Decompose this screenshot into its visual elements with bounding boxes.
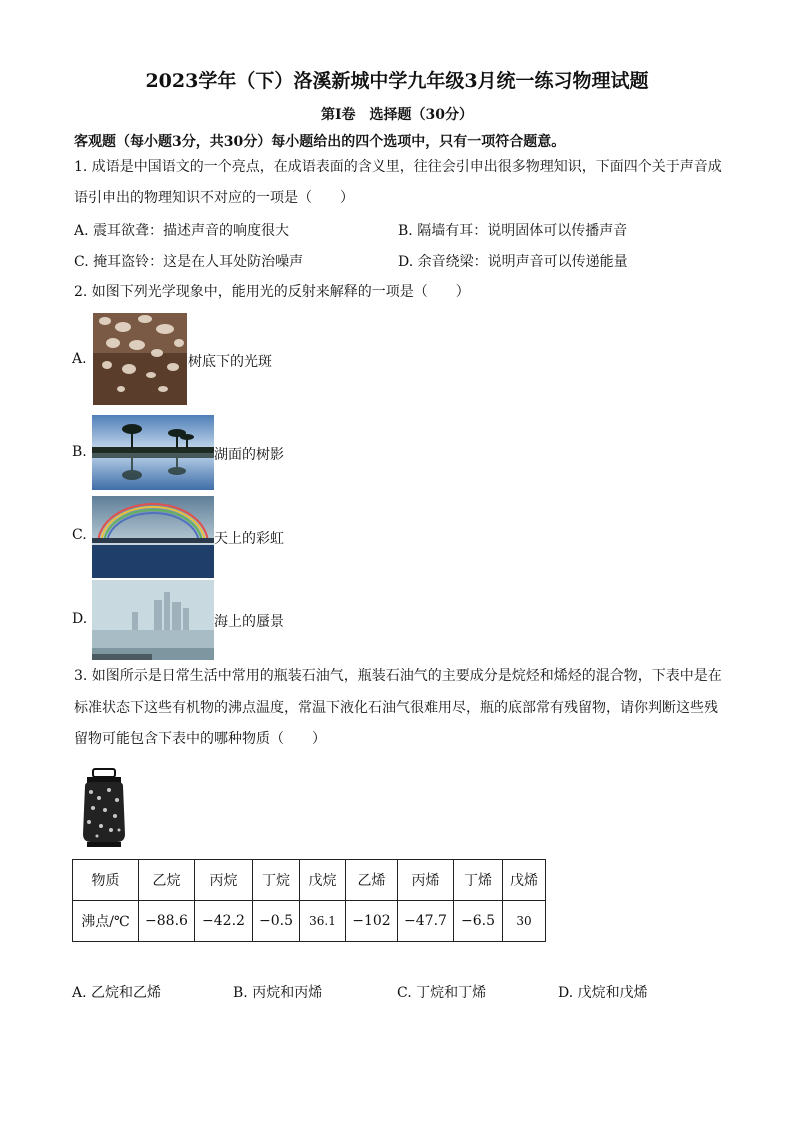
mirage-image bbox=[92, 580, 214, 660]
q1-stem-line1: 1. 成语是中国语文的一个亮点，在成语表面的含义里，往往会引申出很多物理知识，下面四个关于声音成 bbox=[74, 159, 722, 175]
table-row bbox=[73, 860, 546, 901]
gas-cylinder-image bbox=[79, 768, 129, 848]
table-cell: −6.5 bbox=[454, 901, 503, 942]
table-cell: 戊烷 bbox=[300, 860, 346, 901]
table-cell: 丙烷 bbox=[195, 860, 253, 901]
part-title: 第Ⅰ卷 选择题（30分） bbox=[320, 107, 474, 123]
tree-light-spots-image bbox=[93, 313, 187, 405]
q3-stem-line2: 标准状态下这些有机物的沸点温度，常温下液化石油气很难用尽，瓶的底部常有残留物，请你判断这些残 bbox=[74, 700, 718, 716]
q2-stem: 2. 如图下列光学现象中，能用光的反射来解释的一项是（ ） bbox=[74, 284, 470, 300]
q2-option-c-letter: C. bbox=[72, 527, 87, 543]
table-cell: −42.2 bbox=[195, 901, 253, 942]
lake-reflection-image bbox=[92, 415, 214, 490]
table-cell: 戊烯 bbox=[503, 860, 546, 901]
q2-option-d-letter: D. bbox=[72, 611, 88, 627]
exam-title: 2023学年（下）洛溪新城中学九年级3月统一练习物理试题 bbox=[145, 70, 649, 92]
q2-option-b-caption: 湖面的树影 bbox=[214, 447, 284, 463]
q2-option-d-caption: 海上的蜃景 bbox=[214, 614, 284, 630]
rainbow-image bbox=[92, 496, 214, 578]
table-cell: 丁烯 bbox=[454, 860, 503, 901]
table-cell: 乙烯 bbox=[346, 860, 398, 901]
table-cell: −47.7 bbox=[398, 901, 454, 942]
boiling-point-table bbox=[72, 859, 546, 942]
table-cell: 丙烯 bbox=[398, 860, 454, 901]
table-cell: 丁烷 bbox=[253, 860, 300, 901]
table-cell: 30 bbox=[503, 901, 546, 942]
table-cell: 乙烷 bbox=[139, 860, 195, 901]
q3-option-d: D. 戊烷和戊烯 bbox=[558, 985, 648, 1001]
table-cell: −102 bbox=[346, 901, 398, 942]
q1-option-a: A. 震耳欲聋：描述声音的响度很大 bbox=[74, 223, 290, 239]
q1-option-c: C. 掩耳盗铃：这是在人耳处防治噪声 bbox=[74, 254, 304, 270]
q2-option-a-letter: A. bbox=[72, 351, 87, 367]
table-cell: 沸点/℃ bbox=[73, 901, 139, 942]
q1-option-d: D. 余音绕梁：说明声音可以传递能量 bbox=[398, 254, 628, 270]
section-instructions: 客观题（每小题3分，共30分）每小题给出的四个选项中，只有一项符合题意。 bbox=[74, 134, 566, 150]
q1-option-b: B. 隔墙有耳：说明固体可以传播声音 bbox=[398, 223, 628, 239]
q3-stem-line1: 3. 如图所示是日常生活中常用的瓶装石油气，瓶装石油气的主要成分是烷烃和烯烃的混合物，下表中是在 bbox=[74, 668, 722, 684]
q2-option-c-caption: 天上的彩虹 bbox=[214, 531, 284, 547]
q2-option-a-caption: 树底下的光斑 bbox=[188, 354, 272, 370]
q2-option-b-letter: B. bbox=[72, 444, 87, 460]
q3-option-a: A. 乙烷和乙烯 bbox=[72, 985, 162, 1001]
table-cell: −88.6 bbox=[139, 901, 195, 942]
q3-option-c: C. 丁烷和丁烯 bbox=[397, 985, 487, 1001]
table-cell: −0.5 bbox=[253, 901, 300, 942]
table-cell: 36.1 bbox=[300, 901, 346, 942]
q1-stem-line2: 语引申出的物理知识不对应的一项是（ ） bbox=[74, 190, 354, 206]
q3-stem-line3: 留物可能包含下表中的哪种物质（ ） bbox=[74, 731, 326, 747]
q3-option-b: B. 丙烷和丙烯 bbox=[233, 985, 323, 1001]
table-row bbox=[73, 901, 546, 942]
table-cell: 物质 bbox=[73, 860, 139, 901]
